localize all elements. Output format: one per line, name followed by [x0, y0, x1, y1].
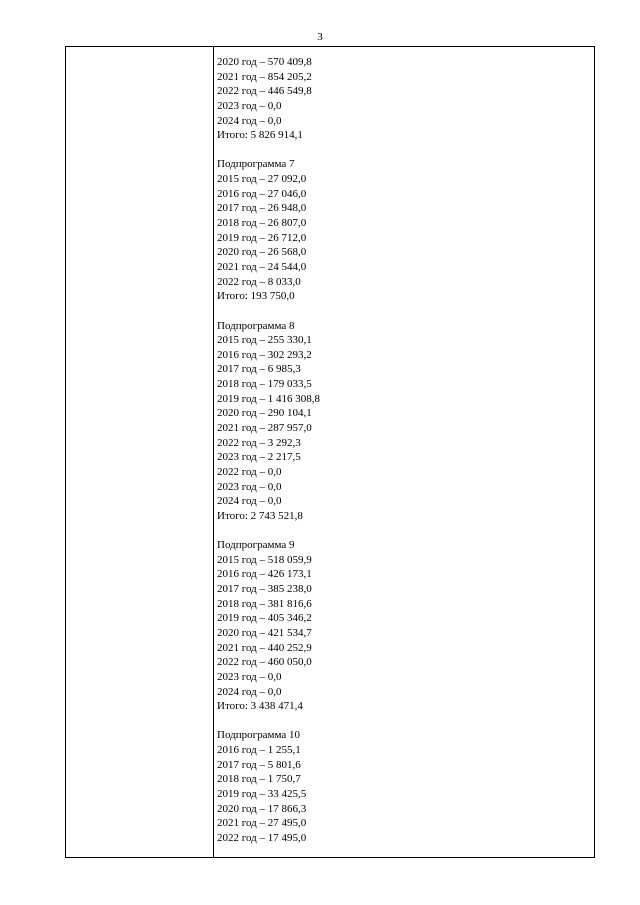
funding-line: 2020 год – 421 534,7: [217, 626, 312, 639]
subprogram-block: [217, 157, 590, 303]
funding-line: 2021 год – 24 544,0: [217, 260, 307, 273]
funding-total: Итого: 3 438 471,4: [217, 700, 303, 713]
funding-line: 2016 год – 426 173,1: [217, 568, 312, 581]
funding-line: 2021 год – 854 205,2: [217, 70, 312, 83]
subprogram-title: Подпрограмма 7: [217, 158, 295, 171]
funding-total: Итого: 193 750,0: [217, 290, 295, 303]
funding-line: 2023 год – 2 217,5: [217, 451, 301, 464]
subprogram-block: [217, 728, 590, 845]
funding-line: 2024 год – 0,0: [217, 495, 282, 508]
funding-line: 2019 год – 405 346,2: [217, 612, 312, 625]
block-spacer: [217, 304, 590, 319]
funding-line: 2024 год – 0,0: [217, 685, 282, 698]
funding-line: 2015 год – 255 330,1: [217, 334, 312, 347]
block-spacer: [217, 143, 590, 158]
funding-line: 2018 год – 381 816,6: [217, 597, 312, 610]
funding-line: 2018 год – 179 033,5: [217, 378, 312, 391]
funding-line: 2021 год – 287 957,0: [217, 422, 312, 435]
funding-line: 2020 год – 17 866,3: [217, 802, 307, 815]
funding-line: 2018 год – 1 750,7: [217, 773, 301, 786]
funding-line: 2020 год – 26 568,0: [217, 246, 307, 259]
column-divider: [213, 47, 214, 857]
funding-line: 2016 год – 1 255,1: [217, 744, 301, 757]
funding-line: 2017 год – 5 801,6: [217, 758, 301, 771]
subprogram-block: [217, 319, 590, 524]
subprogram-block: [217, 538, 590, 714]
funding-line: 2016 год – 302 293,2: [217, 348, 312, 361]
funding-line: 2021 год – 440 252,9: [217, 641, 312, 654]
subprogram-title: Подпрограмма 8: [217, 319, 295, 332]
subprogram-title: Подпрограмма 10: [217, 729, 300, 742]
funding-line: 2022 год – 3 292,3: [217, 436, 301, 449]
funding-total: Итого: 2 743 521,8: [217, 509, 303, 522]
funding-line: 2018 год – 26 807,0: [217, 217, 307, 230]
table-left-cell: [66, 47, 213, 857]
funding-line: 2019 год – 1 416 308,8: [217, 392, 321, 405]
block-spacer: [217, 524, 590, 539]
funding-line: 2022 год – 446 549,8: [217, 85, 312, 98]
funding-line: 2024 год – 0,0: [217, 114, 282, 127]
funding-line: 2020 год – 290 104,1: [217, 407, 312, 420]
funding-line: 2023 год – 0,0: [217, 670, 282, 683]
funding-line: 2020 год – 570 409,8: [217, 56, 312, 68]
continuation-block: [217, 55, 590, 143]
funding-line: 2015 год – 518 059,9: [217, 553, 312, 566]
block-spacer: [217, 714, 590, 729]
funding-line: 2019 год – 26 712,0: [217, 231, 307, 244]
funding-line: 2017 год – 385 238,0: [217, 583, 312, 596]
funding-total: Итого: 5 826 914,1: [217, 129, 303, 142]
subprogram-title: Подпрограмма 9: [217, 539, 295, 552]
funding-line: 2017 год – 26 948,0: [217, 202, 307, 215]
funding-line: 2022 год – 8 033,0: [217, 275, 301, 288]
funding-line: 2022 год – 0,0: [217, 465, 282, 478]
funding-line: 2019 год – 33 425,5: [217, 788, 307, 801]
funding-line: 2015 год – 27 092,0: [217, 173, 307, 186]
funding-line: 2022 год – 17 495,0: [217, 831, 307, 844]
funding-line: 2021 год – 27 495,0: [217, 817, 307, 830]
funding-line: 2023 год – 0,0: [217, 480, 282, 493]
table-right-cell: [217, 55, 590, 846]
page-number: 3: [317, 31, 323, 43]
funding-line: 2023 год – 0,0: [217, 99, 282, 112]
funding-table: [65, 46, 595, 858]
funding-line: 2017 год – 6 985,3: [217, 363, 301, 376]
funding-line: 2022 год – 460 050,0: [217, 656, 312, 669]
funding-line: 2016 год – 27 046,0: [217, 187, 307, 200]
